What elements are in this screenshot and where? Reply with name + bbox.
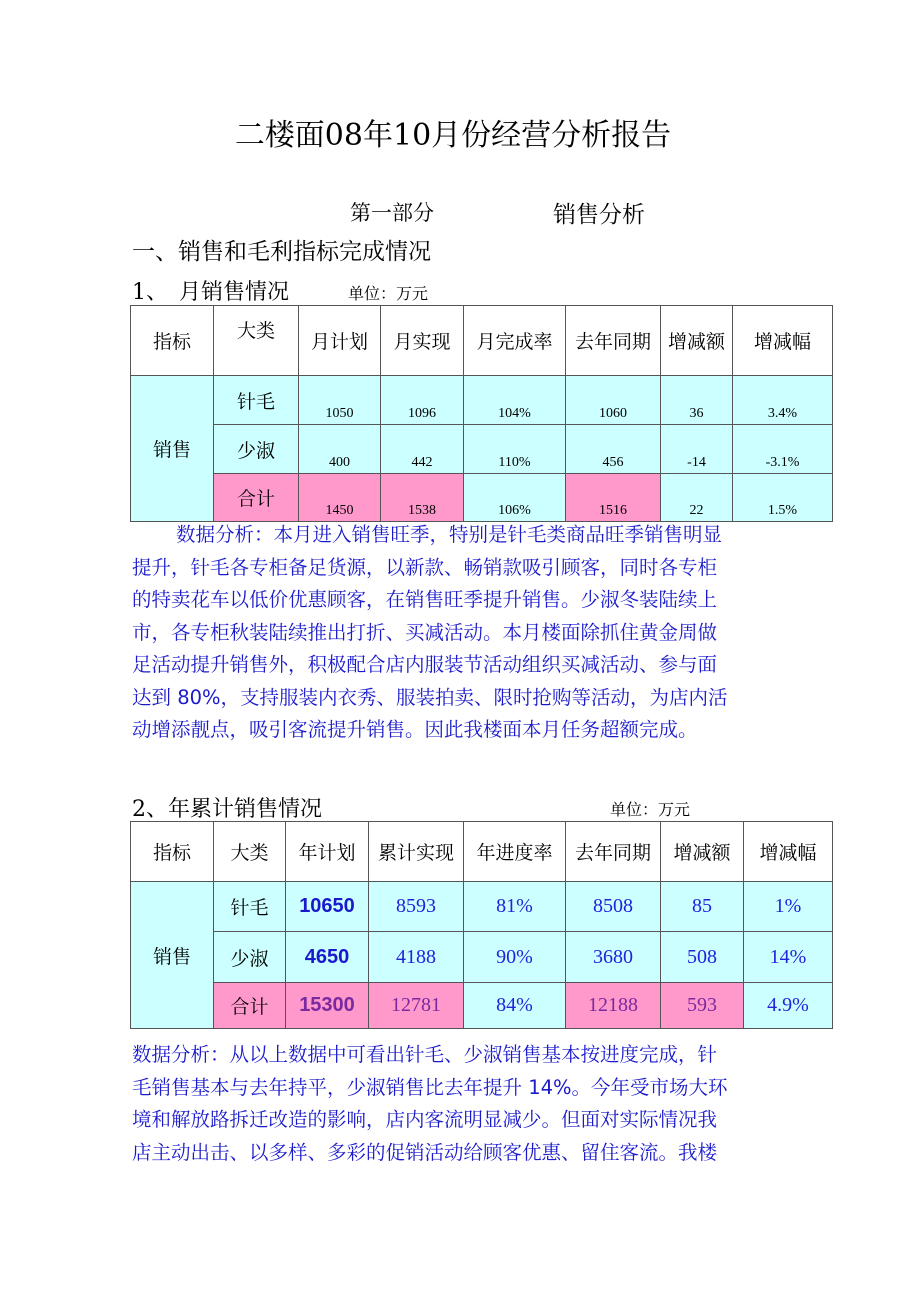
value-cell: 10650 bbox=[286, 882, 369, 932]
value-cell: 36 bbox=[661, 376, 733, 425]
header-cell: 增减额 bbox=[661, 306, 733, 376]
table-row bbox=[131, 376, 833, 425]
header-cell: 增减幅 bbox=[733, 306, 833, 376]
header-cell: 年计划 bbox=[286, 822, 369, 882]
value-cell: 456 bbox=[566, 425, 661, 474]
monthly-unit: 单位：万元 bbox=[348, 284, 429, 303]
value-cell: 400 bbox=[299, 425, 381, 474]
header-cell: 大类 bbox=[214, 306, 299, 376]
value-cell: -3.1% bbox=[733, 425, 833, 474]
value-cell: 4650 bbox=[286, 932, 369, 983]
analysis-line: 动增添靓点，吸引客流提升销售。因此我楼面本月任务超额完成。 bbox=[132, 718, 698, 741]
table-row bbox=[131, 983, 833, 1029]
header-cell: 增减幅 bbox=[744, 822, 833, 882]
value-cell: 14% bbox=[744, 932, 833, 983]
value-cell: 81% bbox=[464, 882, 566, 932]
value-cell: 4188 bbox=[369, 932, 464, 983]
value-cell: 8593 bbox=[369, 882, 464, 932]
annual-unit: 单位：万元 bbox=[610, 800, 691, 819]
monthly-analysis bbox=[132, 519, 728, 747]
header-cell: 月计划 bbox=[299, 306, 381, 376]
indicator-cell: 销售 bbox=[131, 376, 214, 522]
header-cell: 去年同期 bbox=[566, 306, 661, 376]
analysis-line: 数据分析：从以上数据中可看出针毛、少淑销售基本按进度完成，针 bbox=[132, 1043, 718, 1066]
part-name: 销售分析 bbox=[553, 202, 645, 228]
value-cell: 85 bbox=[661, 882, 744, 932]
value-cell: 8508 bbox=[566, 882, 661, 932]
value-cell: 22 bbox=[661, 474, 733, 522]
document-title: 二楼面08年10月份经营分析报告 bbox=[234, 118, 672, 153]
header-cell: 月完成率 bbox=[464, 306, 566, 376]
monthly-sales-table bbox=[130, 305, 833, 522]
value-cell: 104% bbox=[464, 376, 566, 425]
analysis-line: 的特卖花车以低价优惠顾客，在销售旺季提升销售。少淑冬装陆续上 bbox=[132, 588, 718, 611]
header-cell: 年进度率 bbox=[464, 822, 566, 882]
monthly-heading: 1、 月销售情况 bbox=[132, 280, 289, 305]
value-cell: 12188 bbox=[566, 983, 661, 1029]
header-cell: 月实现 bbox=[381, 306, 464, 376]
table-row bbox=[131, 932, 833, 983]
analysis-line: 提升，针毛各专柜备足货源，以新款、畅销款吸引顾客，同时各专柜 bbox=[132, 555, 718, 579]
value-cell: 1516 bbox=[566, 474, 661, 522]
annual-sales-table bbox=[130, 821, 833, 1029]
analysis-line: 市，各专柜秋装陆续推出打折、买减活动。本月楼面除抓住黄金周做 bbox=[132, 620, 718, 644]
header-cell: 大类 bbox=[214, 822, 286, 882]
analysis-line: 足活动提升销售外，积极配合店内服装节活动组织买减活动、参与面 bbox=[132, 653, 718, 676]
annual-analysis bbox=[132, 1039, 728, 1169]
annual-heading: 2、年累计销售情况 bbox=[132, 797, 322, 822]
value-cell: 3680 bbox=[566, 932, 661, 983]
category-cell: 少淑 bbox=[214, 425, 299, 474]
value-cell: 1096 bbox=[381, 376, 464, 425]
analysis-line: 店主动出击、以多样、多彩的促销活动给顾客优惠、留住客流。我楼 bbox=[132, 1140, 718, 1164]
table-row bbox=[131, 425, 833, 474]
header-row bbox=[131, 306, 833, 376]
analysis-line: 达到 80%，支持服装内衣秀、服装拍卖、限时抢购等活动，为店内活 bbox=[132, 685, 728, 709]
analysis-line: 境和解放路拆迁改造的影响，店内客流明显减少。但面对实际情况我 bbox=[132, 1108, 718, 1131]
value-cell: 1060 bbox=[566, 376, 661, 425]
header-cell: 指标 bbox=[131, 306, 214, 376]
header-cell: 去年同期 bbox=[566, 822, 661, 882]
value-cell: 1.5% bbox=[733, 474, 833, 522]
value-cell: 90% bbox=[464, 932, 566, 983]
value-cell: 15300 bbox=[286, 983, 369, 1029]
header-row bbox=[131, 822, 833, 882]
table-row bbox=[131, 474, 833, 522]
indicator-cell: 销售 bbox=[131, 882, 214, 1029]
header-cell: 指标 bbox=[131, 822, 214, 882]
category-cell: 少淑 bbox=[214, 932, 286, 983]
value-cell: 442 bbox=[381, 425, 464, 474]
category-cell: 合计 bbox=[214, 983, 286, 1029]
category-cell: 针毛 bbox=[214, 882, 286, 932]
value-cell: 1% bbox=[744, 882, 833, 932]
value-cell: -14 bbox=[661, 425, 733, 474]
category-cell: 合计 bbox=[214, 474, 299, 522]
table-row bbox=[131, 882, 833, 932]
value-cell: 84% bbox=[464, 983, 566, 1029]
value-cell: 1538 bbox=[381, 474, 464, 522]
value-cell: 106% bbox=[464, 474, 566, 522]
value-cell: 3.4% bbox=[733, 376, 833, 425]
header-cell: 增减额 bbox=[661, 822, 744, 882]
value-cell: 12781 bbox=[369, 983, 464, 1029]
value-cell: 110% bbox=[464, 425, 566, 474]
analysis-line: 数据分析：本月进入销售旺季，特别是针毛类商品旺季销售明显 bbox=[176, 523, 723, 546]
value-cell: 508 bbox=[661, 932, 744, 983]
value-cell: 593 bbox=[661, 983, 744, 1029]
analysis-line: 毛销售基本与去年持平，少淑销售比去年提升 14%。今年受市场大环 bbox=[132, 1075, 728, 1099]
category-cell: 针毛 bbox=[214, 376, 299, 425]
value-cell: 1050 bbox=[299, 376, 381, 425]
value-cell: 1450 bbox=[299, 474, 381, 522]
section-heading: 一、销售和毛利指标完成情况 bbox=[132, 239, 431, 265]
header-cell: 累计实现 bbox=[369, 822, 464, 882]
part-label: 第一部分 bbox=[350, 201, 434, 225]
value-cell: 4.9% bbox=[744, 983, 833, 1029]
